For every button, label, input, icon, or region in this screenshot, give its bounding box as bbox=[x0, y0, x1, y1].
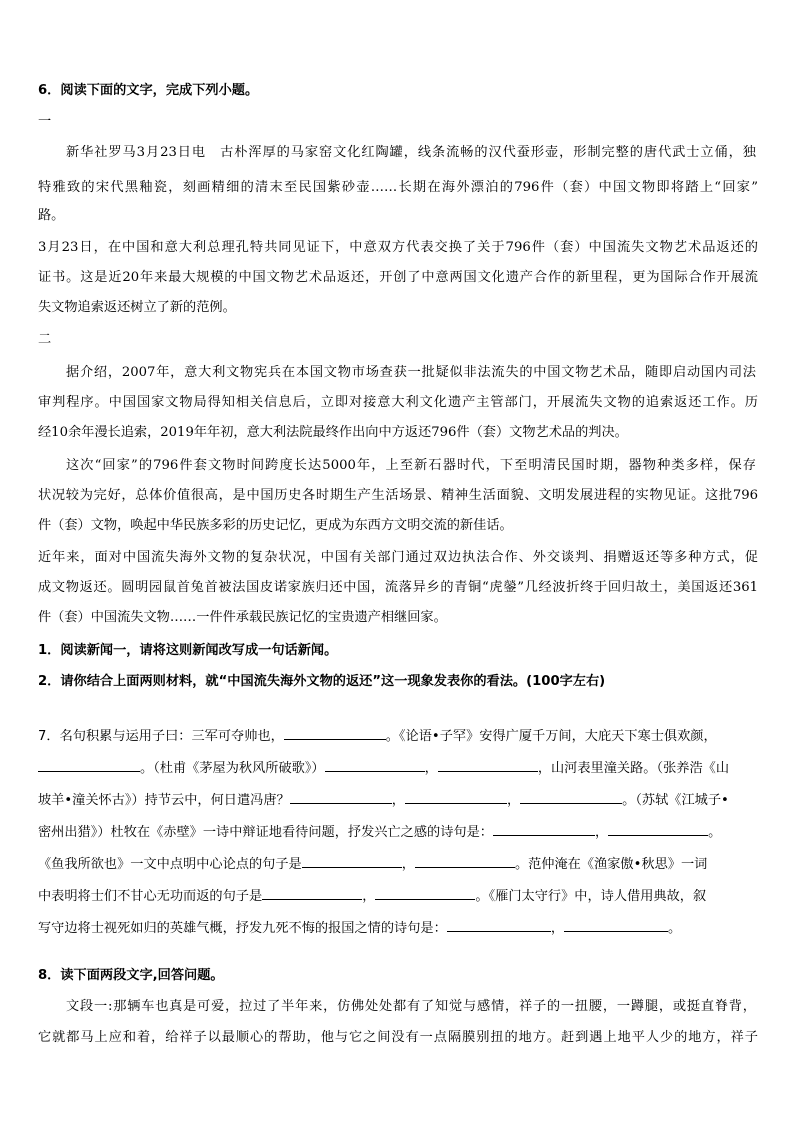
q7-line7 bbox=[38, 919, 681, 939]
news2-p1-line1: 据介绍，2007年，意大利文物宪兵在本国文物市场查获一批疑似非法流失的中国文物艺术品，随即启动国内司法 bbox=[66, 365, 756, 380]
answer-blank[interactable] bbox=[520, 791, 622, 804]
q7-text: ， bbox=[401, 857, 415, 872]
q7-text: 坡羊•潼关怀古》）持节云中，何日遣冯唐？ bbox=[38, 793, 290, 808]
answer-blank[interactable] bbox=[447, 919, 551, 932]
answer-blank[interactable] bbox=[325, 759, 425, 772]
q7-line5 bbox=[38, 855, 707, 875]
q7-text: 写守边将士视死如归的英雄气概，抒发九死不悔的报国之情的诗句是： bbox=[38, 921, 447, 936]
news2-p3-line3: 件（套）中国流失文物……一件件承载民族记忆的宝贵遗产相继回家。 bbox=[38, 610, 447, 625]
answer-blank[interactable] bbox=[564, 919, 668, 932]
q7-text: 。 bbox=[668, 921, 682, 936]
news2-p3-line2: 成文物返还。圆明园鼠首兔首被法国皮诺家族归还中国，流落异乡的青铜“虎鎣”几经波折终于回归故土，美国返还361 bbox=[38, 580, 758, 595]
news1-p2-line1: 3月23日，在中国和意大利总理孔特共同见证下，中意双方代表交换了关于796件（套）中国流失文物艺术品返还的 bbox=[38, 240, 758, 255]
q7-text: ，山河表里潼关路。（张养浩《山 bbox=[537, 761, 730, 776]
news2-p3-line1: 近年来，面对中国流失海外文物的复杂状况，中国有关部门通过双边执法合作、外交谈判、捐赠返还等多种方式，促 bbox=[38, 550, 758, 565]
news2-p2-line2: 状况较为完好，总体价值很高，是中国历史各时期生产生活场景、精神生活面貌、文明发展进程的实物见证。这批796 bbox=[38, 488, 758, 503]
q8-passage-line2: 它就都马上应和着，给祥子以最顺心的帮助，他与它之间没有一点隔膜别扭的地方。赶到遇上地平人少的地方，祥子 bbox=[38, 1030, 758, 1045]
q7-text: ， bbox=[506, 793, 521, 808]
answer-blank[interactable] bbox=[608, 823, 708, 836]
q7-text: 中表明将士们不甘心无功而返的句子是 bbox=[38, 889, 263, 904]
answer-blank[interactable] bbox=[375, 887, 475, 900]
answer-blank[interactable] bbox=[302, 855, 402, 868]
answer-blank[interactable] bbox=[438, 759, 538, 772]
q7-text: 。（杜甫《茅屋为秋风所破歌》） bbox=[140, 761, 325, 776]
q7-text: ， bbox=[362, 889, 376, 904]
answer-blank[interactable] bbox=[38, 759, 140, 772]
question-8-title: 8．读下面两段文字,回答问题。 bbox=[38, 968, 224, 983]
q7-text: ， bbox=[550, 921, 564, 936]
news1-line2: 特雅致的宋代黑釉瓷，刻画精细的清末至民国紫砂壶……长期在海外漂泊的796件（套）中国文物即将踏上“回家” bbox=[38, 180, 758, 195]
q7-text: ， bbox=[391, 793, 405, 808]
news1-line1: 新华社罗马3月23日电 古朴浑厚的马家窑文化红陶罐，线条流畅的汉代蚕形壶，形制完整的唐代武士立俑，独 bbox=[66, 145, 756, 160]
q7-line3 bbox=[38, 791, 729, 811]
q7-line2 bbox=[38, 759, 729, 779]
news2-p1-line2: 审判程序。中国国家文物局得知相关信息后，立即对接意大利文化遗产主管部门，开展流失文物的追索返还工作。历 bbox=[38, 395, 758, 410]
q7-text: 。 bbox=[708, 825, 722, 840]
q7-line4 bbox=[38, 823, 721, 843]
q8-passage-line1: 文段一:那辆车也真是可爱，拉过了半年来，仿佛处处都有了知觉与感情，祥子的一扭腰，一蹲腿，或挺直脊背， bbox=[66, 999, 756, 1014]
q7-text: ， bbox=[594, 825, 609, 840]
section-two-mark: 二 bbox=[38, 332, 52, 347]
q7-line6 bbox=[38, 887, 706, 907]
news1-p2-line3: 失文物追索返还树立了新的范例。 bbox=[38, 300, 236, 315]
answer-blank[interactable] bbox=[405, 791, 507, 804]
news2-p1-line3: 经10余年漫长追索，2019年年初，意大利法院最终作出向中方返还796件（套）文物艺术品的判决。 bbox=[38, 425, 628, 440]
section-one-mark: 一 bbox=[38, 114, 52, 129]
q7-text: 7．名句积累与运用子曰：三军可夺帅也， bbox=[38, 729, 284, 744]
sub-question-2: 2．请你结合上面两则材料，就“中国流失海外文物的返还”这一现象发表你的看法。(100字左右) bbox=[38, 674, 606, 689]
news1-line3: 路。 bbox=[38, 208, 65, 223]
answer-blank[interactable] bbox=[415, 855, 515, 868]
news1-p2-line2: 证书。这是近20年来最大规模的中国文物艺术品返还，开创了中意两国文化遗产合作的新里程，更为国际合作开展流 bbox=[38, 270, 758, 285]
answer-blank[interactable] bbox=[290, 791, 392, 804]
news2-p2-line1: 这次“回家”的796件套文物时间跨度长达5000年，上至新石器时代，下至明清民国时期，器物种类多样，保存 bbox=[66, 458, 756, 473]
sub-question-1: 1．阅读新闻一，请将这则新闻改写成一句话新闻。 bbox=[38, 643, 338, 658]
news2-p2-line3: 件（套）文物，唤起中华民族多彩的历史记忆，更成为东西方文明交流的新佳话。 bbox=[38, 518, 513, 533]
q7-text: 。《论语•子罕》安得广厦千万间，大庇天下寒士俱欢颜， bbox=[385, 729, 717, 744]
answer-blank[interactable] bbox=[493, 823, 595, 836]
q7-text: 。范仲淹在《渔家傲•秋思》一词 bbox=[514, 857, 708, 872]
q7-text: 《鱼我所欲也》一文中点明中心论点的句子是 bbox=[38, 857, 302, 872]
q7-text: 。《雁门太守行》中，诗人借用典故，叙 bbox=[475, 889, 707, 904]
q7-text: ， bbox=[424, 761, 438, 776]
q7-line1 bbox=[38, 727, 717, 747]
question-6-title: 6．阅读下面的文字，完成下列小题。 bbox=[38, 83, 259, 98]
q7-text: 密州出猎》）杜牧在《赤壁》一诗中辩证地看待问题，抒发兴亡之感的诗句是： bbox=[38, 825, 493, 840]
answer-blank[interactable] bbox=[262, 887, 362, 900]
q7-text: 。（苏轼《江城子• bbox=[622, 793, 729, 808]
answer-blank[interactable] bbox=[284, 727, 386, 740]
